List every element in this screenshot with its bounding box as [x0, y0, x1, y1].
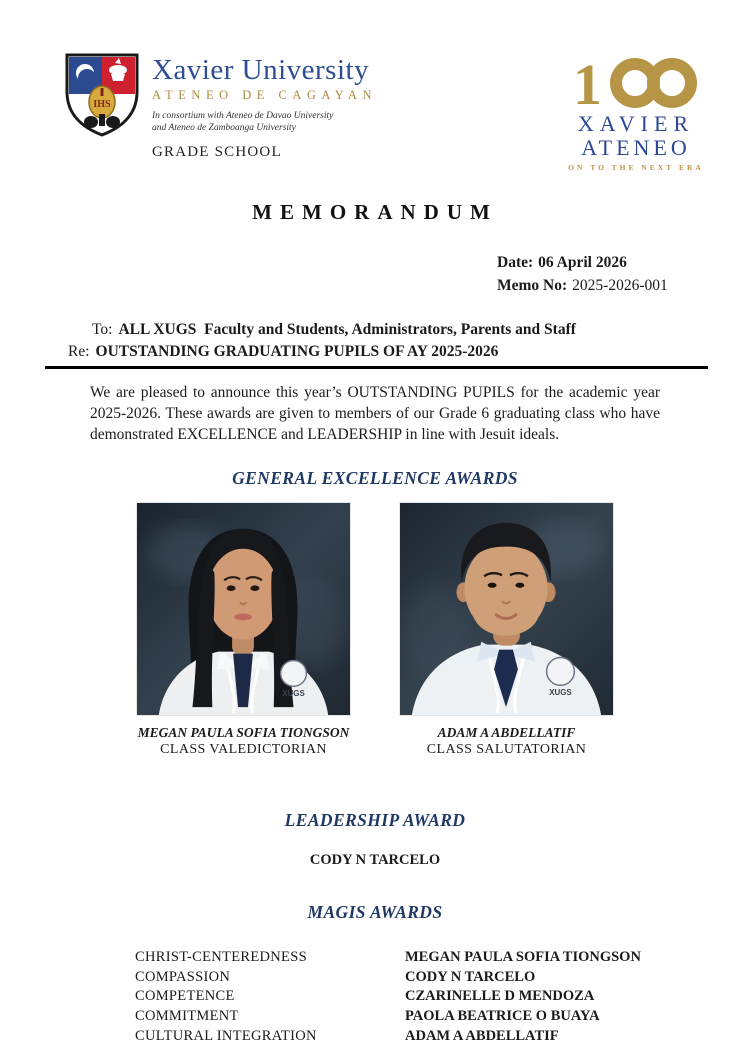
svg-text:1: 1: [573, 52, 602, 112]
to-line: [0, 319, 750, 341]
section-heading-general-excellence: GENERAL EXCELLENCE AWARDS: [232, 468, 518, 489]
valedictorian-title: CLASS VALEDICTORIAN: [160, 742, 327, 758]
centennial-100-icon: [561, 50, 711, 112]
salutatorian-caption: [399, 725, 614, 758]
memo-body: We are pleased to announce this year’s OUTSTANDING PUPILS for the academic year 2025-2026. These awards are given to members of our Grade 6 graduating class who have demonstrated EXCELLENCE and LEADERSHIP in line with Jesuit ideals.: [90, 384, 660, 443]
awardee-figure-salutatorian: [399, 502, 614, 758]
magis-category: COMMITMENT: [135, 1007, 239, 1024]
memo-title: MEMORANDUM: [252, 200, 498, 225]
magis-category: CHRIST-CENTEREDNESS: [135, 949, 307, 966]
awardee-figure-valedictorian: [136, 502, 351, 758]
magis-row: [135, 968, 750, 988]
date-block: [497, 252, 750, 297]
uniform-badge-text: XUGS: [549, 688, 572, 698]
svg-text:IHS: IHS: [93, 99, 111, 110]
university-name: Xavier University: [152, 54, 370, 86]
university-subtitle: ATENEO DE CAGAYAN: [152, 88, 377, 102]
centennial-logo: [556, 50, 716, 172]
magis-awardee: CODY N TARCELO: [405, 968, 536, 985]
magis-category: COMPASSION: [135, 968, 231, 985]
xavier-crest-icon: [62, 50, 142, 138]
division-name: GRADE SCHOOL: [152, 143, 282, 160]
magis-awardee: PAOLA BEATRICE O BUAYA: [405, 1007, 600, 1024]
re-line: [0, 341, 750, 363]
salutatorian-portrait-photo: [399, 502, 614, 716]
consortium-line-1: In consortium with Ateneo de Davao University: [152, 111, 334, 121]
magis-awardee: MEGAN PAULA SOFIA TIONGSON: [405, 949, 641, 966]
awardee-photos: [0, 502, 750, 758]
uniform-badge-text: XUGS: [282, 689, 305, 699]
memo-number-line: [497, 275, 750, 297]
re-label: Re:: [68, 343, 90, 361]
consortium-note: [152, 110, 377, 135]
magis-category: CULTURAL INTEGRATION: [135, 1027, 317, 1044]
magis-row: [135, 987, 750, 1007]
section-heading-leadership: LEADERSHIP AWARD: [284, 810, 466, 831]
university-brand: [62, 50, 377, 161]
magis-awardee: CZARINELLE D MENDOZA: [405, 988, 595, 1005]
to-label: To:: [92, 321, 113, 339]
magis-row: [135, 948, 750, 968]
section-heading-magis: MAGIS AWARDS: [307, 902, 443, 923]
consortium-line-2: and Ateneo de Zamboanga University: [152, 123, 296, 134]
magis-awards-list: [135, 948, 750, 1046]
re-value: OUTSTANDING GRADUATING PUPILS OF AY 2025-2026: [95, 343, 499, 361]
letterhead: [0, 0, 750, 172]
centennial-xavier: XAVIER: [577, 111, 695, 136]
date-value: 06 April 2026: [538, 254, 627, 272]
magis-row: [135, 1007, 750, 1027]
valedictorian-caption: [136, 725, 351, 758]
memo-number-value: 2025-2026-001: [572, 276, 668, 294]
header-divider: [45, 366, 708, 369]
valedictorian-portrait-photo: [136, 502, 351, 716]
salutatorian-title: CLASS SALUTATORIAN: [426, 742, 587, 758]
magis-awardee: ADAM A ABDELLATIF: [405, 1027, 559, 1044]
leadership-awardee: CODY N TARCELO: [309, 852, 441, 869]
date-line: [497, 252, 750, 274]
date-label: Date:: [497, 254, 534, 272]
memo-number-label: Memo No:: [497, 276, 568, 294]
to-value: ALL XUGS Faculty and Students, Administrators, Parents and Staff: [118, 321, 576, 339]
address-block: [0, 319, 750, 363]
centennial-tagline: ON TO THE NEXT ERA: [568, 163, 704, 173]
valedictorian-name: MEGAN PAULA SOFIA TIONGSON: [137, 725, 350, 741]
salutatorian-name: ADAM A ABDELLATIF: [437, 725, 576, 741]
brand-text: [152, 50, 377, 161]
magis-category: COMPETENCE: [135, 988, 235, 1005]
magis-row: [135, 1027, 750, 1047]
centennial-ateneo: ATENEO: [581, 135, 691, 161]
